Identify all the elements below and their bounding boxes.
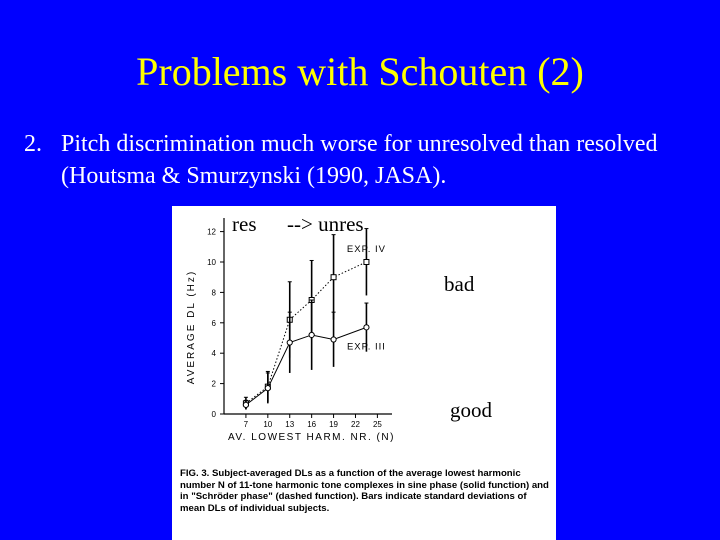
y-axis-label: AVERAGE DL (Hz) (186, 269, 197, 385)
y-tick-label: 6 (211, 318, 216, 328)
y-tick-label: 10 (207, 258, 216, 267)
series-line-1 (246, 262, 367, 403)
y-tick-label: 12 (207, 227, 216, 237)
annotation-res: res (232, 212, 257, 236)
series-line-2 (246, 327, 367, 405)
annotation-arrow-unres: --> unres (287, 212, 364, 236)
x-tick-label: 7 (243, 420, 249, 429)
x-tick-label: 10 (263, 420, 273, 429)
x-tick-label: 13 (285, 420, 295, 429)
data-point (364, 260, 369, 265)
y-tick-label: 8 (211, 288, 216, 298)
data-point (364, 325, 369, 330)
x-axis-label: AV. LOWEST HARM. NR. (N) (228, 432, 395, 443)
data-point (309, 332, 314, 337)
data-point (243, 402, 248, 407)
series-label: EXP. IV (346, 244, 386, 255)
annotation-good: good (450, 398, 492, 422)
slide-title: Problems with Schouten (2) (136, 49, 584, 94)
data-point (331, 337, 336, 342)
data-point (287, 340, 292, 345)
bullet-text: Pitch discrimination much worse for unresolved than resolved (Houtsma & Smurzynski (1990, JASA). (61, 131, 658, 189)
y-tick-label: 0 (211, 410, 216, 419)
bullet-point (24, 128, 704, 192)
annotation-bad: bad (444, 272, 475, 296)
bullet-number: 2. (24, 131, 42, 157)
x-tick-label: 25 (372, 420, 382, 429)
y-tick-label: 2 (211, 379, 216, 389)
x-tick-label: 16 (307, 420, 317, 429)
figure-scan (172, 206, 556, 540)
data-point (331, 275, 336, 280)
series-label: EXP. III (346, 341, 386, 353)
chart (172, 206, 556, 468)
x-tick-label: 19 (329, 420, 339, 429)
x-tick-label: 22 (351, 420, 360, 429)
figure-caption: FIG. 3. Subject-averaged DLs as a function of the average lowest harmonic number N of 11-tone harmonic tone complexes in sine phase (solid function) and in "Schröder phase" (dashed function). Bars indicate standard deviations of mean DLs of individual subjects. (180, 468, 549, 514)
y-tick-label: 4 (211, 349, 216, 359)
data-point (265, 386, 270, 391)
